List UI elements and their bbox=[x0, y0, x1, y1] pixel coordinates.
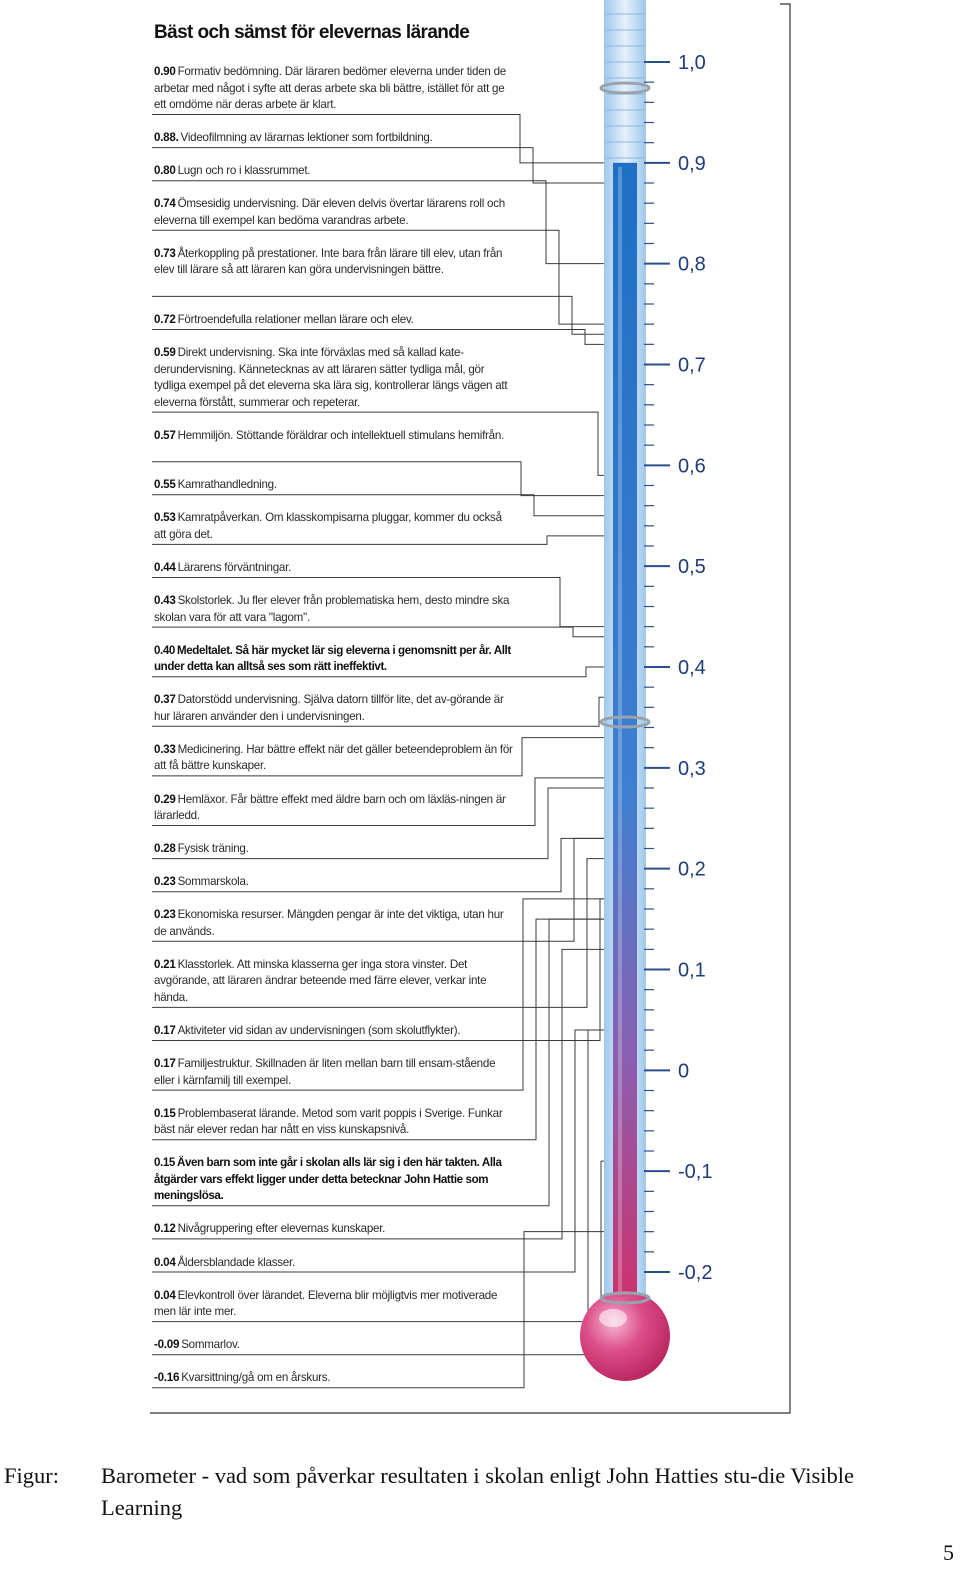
bulb-highlight bbox=[599, 1309, 627, 1327]
entry-value: 0.12 bbox=[154, 1222, 176, 1236]
tick-label: 0,3 bbox=[678, 757, 706, 780]
entry-text: Lärarens förväntningar. bbox=[177, 561, 292, 574]
mercury-column bbox=[613, 163, 637, 1310]
entry-item bbox=[154, 130, 514, 147]
entry-text: Sommarskola. bbox=[177, 875, 249, 889]
entry-text: Hemläxor. Får bättre effekt med äldre barn och om läxläs-ningen är lärarledd. bbox=[154, 792, 506, 822]
entry-value: 0.90 bbox=[154, 65, 176, 78]
entry-text: Kamrathandledning. bbox=[177, 478, 277, 492]
entry-value: 0.44 bbox=[154, 561, 176, 574]
page-number: 5 bbox=[943, 1540, 954, 1565]
entry-connector bbox=[152, 627, 608, 637]
mercury-highlight bbox=[618, 167, 622, 1294]
entry-item bbox=[154, 246, 514, 279]
entry-text: Familjestruktur. Skillnaden är liten mellan barn till ensam-stående eller i kärnfamilj till exempel. bbox=[154, 1057, 496, 1087]
tick-label: 0,1 bbox=[678, 959, 706, 982]
entry-text: Formativ bedömning. Där läraren bedömer eleverna under tiden de arbetar med något i syfte att deras arbete ska bli bättre, istället för att ge ett omdöme när deras arbete är klart. bbox=[154, 65, 506, 111]
entry-value: 0.17 bbox=[154, 1024, 176, 1037]
entry-text: Klasstorlek. Att minska klasserna ger inga stora vinster. Det avgörande, att läraren ändrar beteende med färre elever, verkar inte hända. bbox=[154, 957, 487, 1004]
entry-item bbox=[154, 874, 514, 891]
entry-item bbox=[154, 1106, 514, 1139]
entry-item bbox=[154, 510, 514, 543]
entry-item bbox=[154, 560, 514, 577]
entry-text: Ömsesidig undervisning. Där eleven delvis övertar lärarens roll och eleverna till exempel kan bedöma varandras arbete. bbox=[154, 197, 505, 227]
entry-text: Hemmiljön. Stöttande föräldrar och intellektuell stimulans hemifrån. bbox=[177, 428, 505, 442]
entry-value: 0.17 bbox=[154, 1057, 176, 1071]
entry-value: 0.23 bbox=[154, 908, 176, 922]
entry-item bbox=[154, 1337, 514, 1354]
entry-value: 0.80 bbox=[154, 164, 176, 178]
entry-item bbox=[154, 345, 514, 411]
entry-item bbox=[154, 792, 514, 825]
entry-text: Videofilmning av lärarnas lektioner som fortbildning. bbox=[180, 131, 433, 145]
entry-item bbox=[154, 1370, 514, 1387]
entry-value: 0.53 bbox=[154, 511, 176, 525]
tick-label: -0,1 bbox=[678, 1161, 713, 1184]
entry-value: 0.29 bbox=[154, 792, 176, 806]
entry-item bbox=[154, 1221, 514, 1238]
entry-text: Lugn och ro i klassrummet. bbox=[177, 164, 311, 178]
entry-item bbox=[154, 1155, 514, 1205]
entry-item bbox=[154, 957, 514, 1007]
entry-item bbox=[154, 742, 514, 775]
entry-text: Även barn som inte går i skolan alls lär sig i den här takten. Alla åtgärder vars effekt ligger under detta betecknar John Hattie som meningslösa. bbox=[154, 1156, 502, 1203]
entry-value: 0.33 bbox=[154, 742, 176, 756]
entry-item bbox=[154, 643, 514, 676]
entry-item bbox=[154, 312, 514, 329]
chart-title: Bäst och sämst för elevernas lärande bbox=[154, 22, 470, 43]
entry-text: Skolstorlek. Ju fler elever från problematiska hem, desto mindre ska skolan vara för att vara "lagom". bbox=[154, 594, 510, 624]
entry-value: 0.28 bbox=[154, 842, 176, 856]
tick-label: 0,4 bbox=[678, 657, 706, 679]
entry-text: Nivågruppering efter elevernas kunskaper. bbox=[177, 1222, 386, 1236]
caption-text: Barometer - vad som påverkar resultaten i skolan enligt John Hatties stu-die Visible Learning bbox=[101, 1463, 855, 1520]
entry-value: 0.73 bbox=[154, 246, 176, 260]
entry-text: Sommarlov. bbox=[181, 1338, 240, 1352]
caption-label: Figur: bbox=[4, 1463, 60, 1488]
entry-item bbox=[154, 196, 514, 229]
tick-label: -0,2 bbox=[678, 1262, 713, 1284]
tick-label: 1,0 bbox=[678, 52, 706, 74]
entry-value: 0.04 bbox=[154, 1255, 176, 1269]
entry-text: Medicinering. Har bättre effekt när det gäller beteendeproblem än för att få bättre kunskaper. bbox=[154, 742, 513, 773]
entry-text: Aktiviteter vid sidan av undervisningen (som skolutflykter). bbox=[177, 1024, 461, 1037]
entry-value: 0.59 bbox=[154, 346, 176, 360]
entry-connector bbox=[152, 330, 608, 345]
entry-value: 0.57 bbox=[154, 428, 176, 442]
entry-item bbox=[154, 1056, 514, 1089]
entry-item bbox=[154, 1023, 514, 1040]
entry-value: 0.37 bbox=[154, 693, 176, 707]
entry-value: 0.72 bbox=[154, 313, 176, 326]
entry-value: -0.09 bbox=[154, 1338, 180, 1352]
tick-label: 0,2 bbox=[678, 858, 706, 881]
entry-text: Direkt undervisning. Ska inte förväxlas med så kallad kate-derundervisning. Kännetecknas av att läraren sätter tydliga mål, gör tydliga exempel på det eleverna ska lära sig, kontrollerar längs vägen att eleverna förstått, summerar och repeterar. bbox=[154, 346, 508, 409]
entry-value: 0.23 bbox=[154, 875, 176, 889]
entry-item bbox=[154, 428, 514, 445]
entry-value: 0.55 bbox=[154, 478, 176, 492]
entry-value: 0.15 bbox=[154, 1156, 175, 1170]
tick-label: 0 bbox=[678, 1060, 690, 1083]
entry-text: Kvarsittning/gå om en årskurs. bbox=[181, 1371, 331, 1385]
entry-item bbox=[154, 1255, 514, 1272]
entry-text: Elevkontroll över lärandet. Eleverna blir möjligtvis mer motiverade men lär inte mer. bbox=[154, 1288, 498, 1319]
tick-label: 0,9 bbox=[678, 152, 706, 175]
entry-text: Fysisk träning. bbox=[177, 842, 249, 856]
tick-label: 0,7 bbox=[678, 354, 706, 377]
entry-text: Åldersblandade klasser. bbox=[177, 1255, 295, 1269]
entry-value: -0.16 bbox=[154, 1371, 180, 1385]
entry-text: Datorstödd undervisning. Själva datorn tillför lite, det av-görande är hur läraren använder den i undervisningen. bbox=[154, 693, 504, 723]
tick-label: 0,5 bbox=[678, 556, 706, 579]
entry-value: 0.88. bbox=[154, 131, 179, 145]
entry-text: Förtroendefulla relationer mellan lärare och elev. bbox=[177, 313, 414, 326]
entry-item bbox=[154, 1288, 514, 1321]
entry-value: 0.40 bbox=[154, 643, 175, 657]
entry-text: Kamratpåverkan. Om klasskompisarna pluggar, kommer du också att göra det. bbox=[154, 511, 502, 541]
entry-value: 0.15 bbox=[154, 1106, 176, 1120]
entry-text: Återkoppling på prestationer. Inte bara från lärare till elev, utan från elev till lärare så att läraren kan göra undervisningen bättre. bbox=[154, 246, 503, 277]
entry-text: Medeltalet. Så här mycket lär sig eleverna i genomsnitt per år. Allt under detta kan alltså ses som rätt ineffektivt. bbox=[154, 643, 511, 674]
entry-value: 0.04 bbox=[154, 1288, 176, 1302]
entry-item bbox=[154, 163, 514, 180]
entry-item bbox=[154, 841, 514, 858]
entry-value: 0.43 bbox=[154, 594, 176, 608]
entry-value: 0.74 bbox=[154, 197, 176, 211]
entry-item bbox=[154, 593, 514, 626]
entry-item bbox=[154, 907, 514, 940]
tick-label: 0,6 bbox=[678, 455, 706, 478]
tick-label: 0,8 bbox=[678, 253, 706, 276]
entry-item bbox=[154, 692, 514, 725]
entry-text: Ekonomiska resurser. Mängden pengar är inte det viktiga, utan hur de används. bbox=[154, 908, 504, 938]
entry-text: Problembaserat lärande. Metod som varit poppis i Sverige. Funkar bäst när elever redan har nått en viss kunskapsnivå. bbox=[154, 1106, 503, 1137]
entry-item bbox=[154, 64, 514, 114]
entry-item bbox=[154, 477, 514, 494]
entry-value: 0.21 bbox=[154, 957, 176, 971]
